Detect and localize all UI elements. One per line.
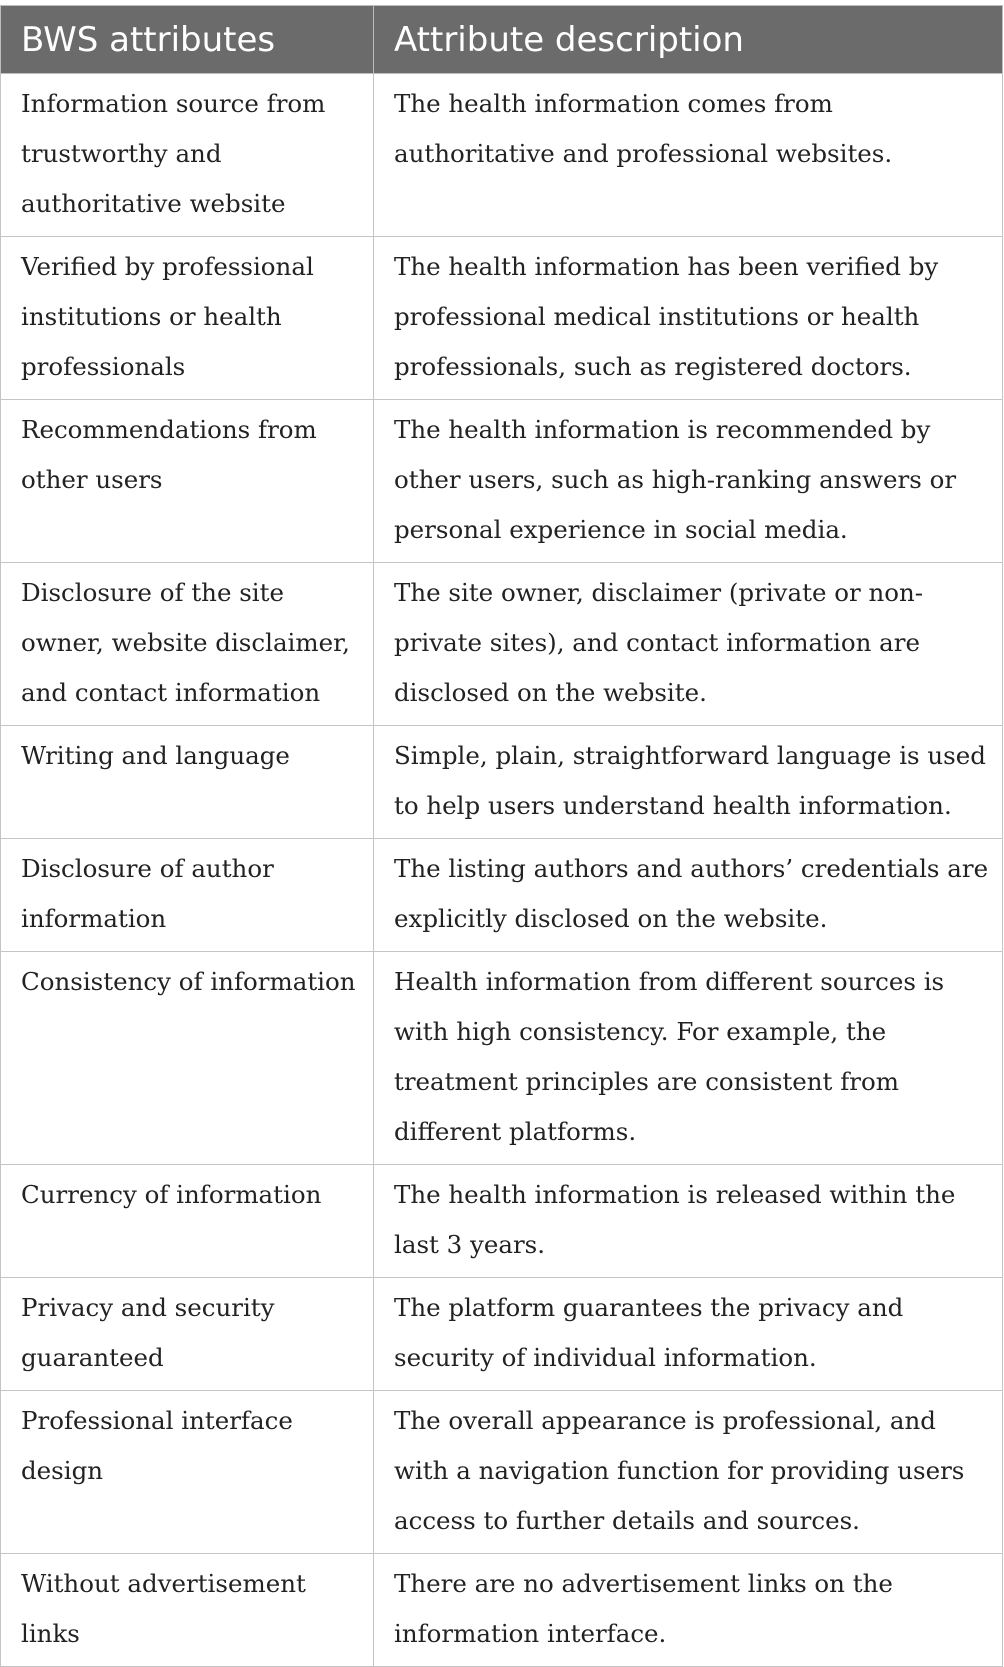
attribute-cell: Professional interface design	[1, 1391, 374, 1554]
table-row	[1, 74, 1003, 237]
table-body	[1, 74, 1003, 1667]
table-row	[1, 1554, 1003, 1667]
description-cell: The health information comes from authoritative and professional websites.	[374, 74, 1003, 237]
table-row	[1, 839, 1003, 952]
attribute-cell: Recommendations from other users	[1, 400, 374, 563]
table-row	[1, 726, 1003, 839]
attribute-cell: Disclosure of the site owner, website disclaimer, and contact information	[1, 563, 374, 726]
attribute-cell: Verified by professional institutions or health professionals	[1, 237, 374, 400]
table-row	[1, 1391, 1003, 1554]
table-row	[1, 563, 1003, 726]
description-cell: The listing authors and authors’ credentials are explicitly disclosed on the website.	[374, 839, 1003, 952]
attribute-cell: Privacy and security guaranteed	[1, 1278, 374, 1391]
description-cell: Simple, plain, straightforward language is used to help users understand health information.	[374, 726, 1003, 839]
description-cell: The overall appearance is professional, and with a navigation function for providing users access to further details and sources.	[374, 1391, 1003, 1554]
description-cell: The site owner, disclaimer (private or non-private sites), and contact information are disclosed on the website.	[374, 563, 1003, 726]
table-row	[1, 952, 1003, 1165]
description-cell: Health information from different sources is with high consistency. For example, the treatment principles are consistent from different platforms.	[374, 952, 1003, 1165]
description-cell: The platform guarantees the privacy and security of individual information.	[374, 1278, 1003, 1391]
table-row	[1, 1278, 1003, 1391]
table-row	[1, 1165, 1003, 1278]
description-cell: The health information has been verified by professional medical institutions or health professionals, such as registered doctors.	[374, 237, 1003, 400]
description-cell: The health information is released within the last 3 years.	[374, 1165, 1003, 1278]
attribute-cell: Currency of information	[1, 1165, 374, 1278]
attribute-cell: Writing and language	[1, 726, 374, 839]
header-bws-attributes: BWS attributes	[1, 6, 374, 74]
header-attribute-description: Attribute description	[374, 6, 1003, 74]
attributes-table-container	[0, 5, 1002, 1667]
attribute-cell: Information source from trustworthy and authoritative website	[1, 74, 374, 237]
attribute-cell: Consistency of information	[1, 952, 374, 1165]
attribute-cell: Without advertisement links	[1, 1554, 374, 1667]
description-cell: The health information is recommended by other users, such as high-ranking answers or personal experience in social media.	[374, 400, 1003, 563]
table-row	[1, 400, 1003, 563]
table-header	[1, 6, 1003, 74]
attribute-cell: Disclosure of author information	[1, 839, 374, 952]
header-row	[1, 6, 1003, 74]
description-cell: There are no advertisement links on the information interface.	[374, 1554, 1003, 1667]
table-row	[1, 237, 1003, 400]
attributes-table	[0, 5, 1003, 1667]
